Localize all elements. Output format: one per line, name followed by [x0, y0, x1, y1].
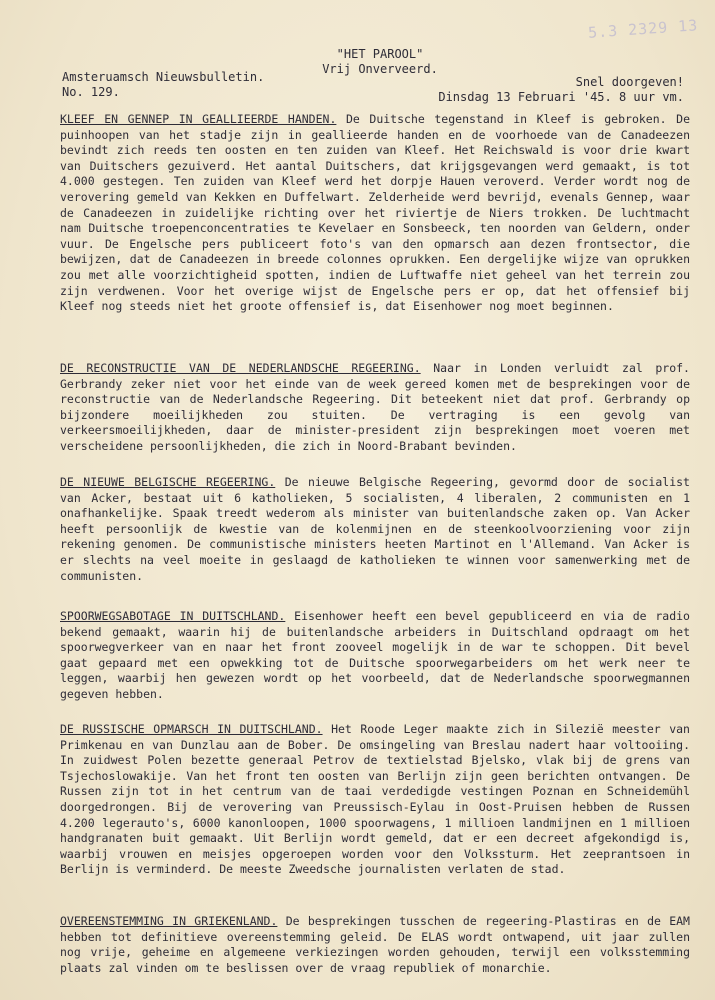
- article-body: De besprekingen tusschen de regeering-Plastiras en de EAM hebben tot definitieve overeenstemming geleid. De ELAS wordt ontwapend, uit jaar zullen nog vrije, geheime en algemeene verkiezingen worden gehouden, terwijl een volksstemming plaats zal vinden om te beslissen over de vraag republiek of monarchie.: [60, 914, 690, 975]
- urgent-note: Snel doorgeven!: [575, 75, 684, 89]
- article-heading: KLEEF EN GENNEP IN GEALLIEERDE HANDEN.: [60, 112, 337, 126]
- article-body: Eisenhower heeft een bevel gepubliceerd en via de radio bekend gemaakt, waarin hij de buitenlandsche arbeiders in Duitschland opdraagt om het spoorwegverkeer van en naar het front zooveel mogelijk in de war te schoppen. Dit bevel gaat gepaard met een opwekking tot de Duitsche spoorwegarbeiders om het werk neer te leggen, waarbij hen gewezen wordt op het voorbeeld, dat de Nederlandsche spoorwegmannen gegeven hebben.: [60, 609, 690, 701]
- masthead-right: [384, 75, 684, 105]
- archive-number: 5.3 2329 13: [587, 16, 699, 42]
- article-belgie: [60, 475, 690, 584]
- article-griekenland: [60, 914, 690, 976]
- article-kleef: [60, 112, 690, 315]
- article-regeering: [60, 361, 690, 455]
- article-heading: SPOORWEGSABOTAGE IN DUITSCHLAND.: [60, 609, 286, 623]
- article-body: Het Roode Leger maakte zich in Silezië meester van Primkenau en van Dunzlau aan de Bober. De omsingeling van Breslau nadert haar voltooiing. In zuidwest Polen bezette generaal Petrov de textielstad Bjelsko, vlak bij de grens van Tsjechoslowakije. Van het front ten oosten van Berlijn zijn geen berichten ontvangen. De Russen zijn tot in het centrum van de taai verdedigde vestingen Poznan en Schneidemühl doorgedrongen. Bij de verovering van Preussisch-Eylau in Oost-Pruisen hebben de Russen 4.200 legerauto's, 6000 kanonloopen, 1000 spoorwagens, 1 millioen landmijnen en 1 millioen handgranaten buit gemaakt. Uit Berlijn wordt gemeld, dat er een decreet afgekondigd is, waarbij vrouwen en meisjes opgeroepen worden voor den Volkssturm. Het zeeprantsoen in Berlijn is verminderd. De meeste Zweedsche journalisten verlaten de stad.: [60, 722, 690, 877]
- article-heading: DE RECONSTRUCTIE VAN DE NEDERLANDSCHE REGEERING.: [60, 361, 421, 375]
- article-body: De nieuwe Belgische Regeering, gevormd door de socialist van Acker, bestaat uit 6 katholieken, 5 socialisten, 4 liberalen, 2 communisten en 1 onafhankelijke. Spaak treedt wederom als minister van buitenlandsche zaken op. Van Acker heeft persoonlijk de kwestie van de kolenmijnen en de steenkoolvoorziening voor zijn rekening genomen. De communistische ministers heeten Martinot en l'Allemand. Van Acker is er slechts na veel moeite in geslaagd de katholieken te winnen voor samenwerking met de communisten.: [60, 475, 690, 583]
- paper-subtitle: Vrij Onverveerd.: [322, 62, 438, 76]
- article-heading: DE RUSSISCHE OPMARSCH IN DUITSCHLAND.: [60, 722, 323, 736]
- bulletin-title: Amsteruamsch Nieuwsbulletin.: [62, 70, 265, 84]
- article-body: De Duitsche tegenstand in Kleef is gebroken. De puinhoopen van het stadje zijn in geallieerde handen en de voorhoede van de Canadeezen bevindt zich reeds ten oosten en ten zuiden van Kleef. Het Reichswald is voor drie kwart van Duitschers gezuiverd. Het aantal Duitschers, dat krijgsgevangen werd gemaakt, is tot 4.000 gestegen. Ten zuiden van Kleef werd het dorpje Hauen veroverd. Verder wordt nog de verovering gemeld van Kekken en Duffelwart. Zelderheide werd bevrijd, evenals Gennep, waar de Canadeezen in zuidelijke richting over het riviertje de Niers trokken. De luchtmacht nam Duitsche troepenconcentraties te Kevelaer en Sonsbeeck, ten noorden van Geldern, onder vuur. De Engelsche pers publiceert foto's van den opmarsch aan dezen frontsector, die bewijzen, dat de Canadeezen in breede colonnes oprukken. Een dergelijke wijze van oprukken zou met alle voorzichtigheid spotten, indien de Luftwaffe niet geheel van het terrein zou zijn verdwenen. Voor het overige wijst de Engelsche pers er op, dat het offensief bij Kleef nog steeds niet het groote offensief is, dat Eisenhower nog moet beginnen.: [60, 112, 690, 314]
- article-body: Naar in Londen verluidt zal prof. Gerbrandy zeker niet voor het einde van de week gereed komen met de besprekingen voor de reconstructie van de Nederlandsche Regeering. Dit beteekent niet dat prof. Gerbrandy op bijzondere moeilijkheden zou stuiten. De vertraging is een gevolg van verkeersmoeilijkheden, daar de minister-president zijn besprekingen moet voeren met verscheidene persoonlijkheden, die zich in Noord-Brabant bevinden.: [60, 361, 690, 453]
- bulletin-number: No. 129.: [62, 85, 120, 99]
- masthead-center: [300, 47, 460, 77]
- bulletin-date: Dinsdag 13 Februari '45. 8 uur vm.: [438, 90, 684, 104]
- article-spoorweg: [60, 609, 690, 703]
- article-heading: OVEREENSTEMMING IN GRIEKENLAND.: [60, 914, 278, 928]
- article-heading: DE NIEUWE BELGISCHE REGEERING.: [60, 475, 276, 489]
- paper-name: "HET PAROOL": [336, 47, 424, 61]
- article-russen: [60, 722, 690, 878]
- masthead-left: [62, 70, 264, 100]
